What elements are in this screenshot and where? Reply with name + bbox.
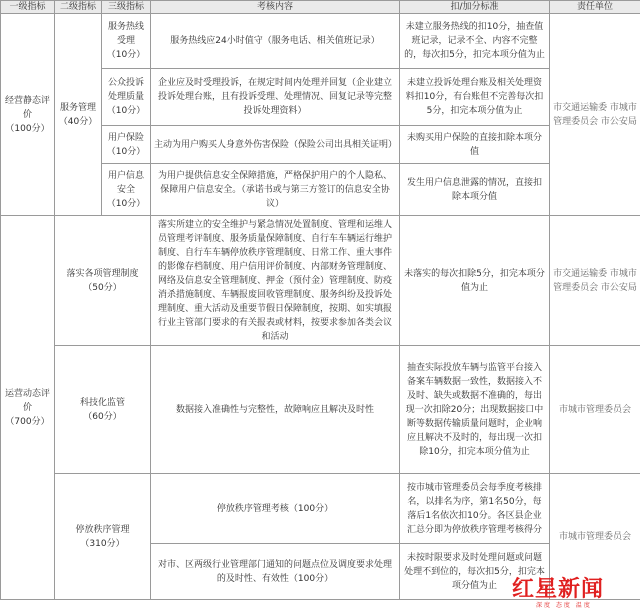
standard-cell: 按市城市管理委员会每季度考核排名，以排名为序，第1名50分，每落后1名依次扣10分。各区县企业汇总分即为停放秩序管理考核得分 <box>400 474 550 544</box>
l3-name: 用户信息安全 <box>107 170 144 195</box>
content-cell: 数据接入准确性与完整性，故障响应且解决及时性 <box>151 346 400 474</box>
content-cell: 对市、区两级行业管理部门通知的问题点位及调度要求处理的及时性、有效性（100分） <box>151 544 400 600</box>
content-cell: 停放秩序管理考核（100分） <box>151 474 400 544</box>
header-l1: 一级指标 <box>1 1 55 14</box>
header-standard: 扣/加分标准 <box>400 1 550 14</box>
l3-cell <box>102 14 151 69</box>
l3-score: （10分） <box>106 50 146 60</box>
l2-name: 服务管理 <box>59 102 96 113</box>
content-cell: 为用户提供信息安全保障措施，严格保护用户的个人隐私、保障用户信息安全。（承诺书或与第三方签订的信息安全协议） <box>151 164 400 216</box>
standard-cell: 未建立服务热线的扣10分，抽查值班记录，记录不全、内容不完整的，每次扣5分，扣完本项分值为止 <box>400 14 550 69</box>
l3-cell <box>102 126 151 164</box>
l1-name: 经营静态评价 <box>4 95 50 120</box>
l3-cell <box>102 164 151 216</box>
l3-name: 服务热线受理 <box>107 22 144 46</box>
content-cell: 企业应及时受理投诉，在规定时间内处理并回复（企业建立投诉处理台账，且有投诉受理、处理情况、回复记录等完整投诉处理资料） <box>151 69 400 126</box>
l1-dynamic-cell <box>1 216 55 600</box>
header-l2: 二级指标 <box>55 1 102 14</box>
l3-name: 公众投诉处理质量 <box>107 78 144 102</box>
l1-name: 运营动态评价 <box>4 388 50 413</box>
l2-name: 科技化监管 <box>79 397 125 408</box>
content-cell: 服务热线应24小时值守（服务电话、相关值班记录） <box>151 14 400 69</box>
l3-cell <box>102 69 151 126</box>
unit-cell: 市城市管理委员会 <box>550 346 640 474</box>
standard-cell: 未购买用户保险的直接扣除本项分值 <box>400 126 550 164</box>
l3-score: （10分） <box>106 146 146 157</box>
standard-cell: 抽查实际投放车辆与监管平台接入备案车辆数据一致性，数据接入不及时、缺失或数据不准确的，每出现一次扣除20分；出现数据接口中断等数据传输质量问题时，企业响应且解决不及时的，每出现一次扣除10分，扣完本项分值为止 <box>400 346 550 474</box>
table-row <box>1 216 640 346</box>
unit-cell: 市交通运输委 市城市管理委员会 市公安局 <box>550 216 640 346</box>
header-unit: 责任单位 <box>550 1 640 14</box>
content-cell: 落实所建立的安全维护与紧急情况处置制度、管理和运维人员管理考评制度、服务质量保障制度、自行车车辆运行维护制度、自行车车辆停放秩序管理制度、日常工作、重大事件的影像存档制度、用户信用评价制度、内部财务管理制度、网络及信息安全管理制度、押金（预付金）管理制度、防疫消杀措施制度、车辆报废回收管理制度、服务纠纷及投诉处理制度、重大活动及重要节假日保障制度，按期、如实填报行业主管部门要求的有关报表或材料，按要求参加各类会议和活动 <box>151 216 400 346</box>
watermark-slogan: 深度 态度 温度 <box>536 602 592 609</box>
watermark-logo-text: 红星新闻 <box>512 576 605 602</box>
l2-tech-cell <box>55 346 151 474</box>
standard-cell: 未按时限要求及时处理问题或问题处理不到位的，每次扣5分，扣完本项分值为止 <box>400 544 550 600</box>
l3-name: 用户保险 <box>107 132 144 143</box>
standard-cell: 未建立投诉处理台账及相关处理资料扣10分，有台账但不完善每次扣5分，扣完本项分值为止 <box>400 69 550 126</box>
l2-system-cell <box>55 216 151 346</box>
unit-cell: 市交通运输委 市城市管理委员会 市公安局 <box>550 14 640 216</box>
table-row <box>1 474 640 544</box>
standard-cell: 发生用户信息泄露的情况，直接扣除本项分值 <box>400 164 550 216</box>
header-row <box>1 1 640 14</box>
l2-score: （60分） <box>83 411 122 422</box>
header-content: 考核内容 <box>151 1 400 14</box>
l2-score: （50分） <box>83 282 122 293</box>
l2-name: 停放秩序管理 <box>75 524 130 535</box>
table-row <box>1 14 640 69</box>
l3-score: （10分） <box>106 198 146 209</box>
header-l3: 三级指标 <box>102 1 151 14</box>
l2-parking-cell <box>55 474 151 600</box>
l3-score: （10分） <box>106 106 146 116</box>
unit-cell: 市城市管理委员会 <box>550 474 640 600</box>
l2-service-cell <box>55 14 102 216</box>
l2-score: （40分） <box>58 116 98 127</box>
table-row <box>1 346 640 474</box>
watermark-logo <box>512 572 632 608</box>
content-cell: 主动为用户购买人身意外伤害保险（保险公司出具相关证明） <box>151 126 400 164</box>
l1-score: （700分） <box>5 416 50 427</box>
l2-score: （310分） <box>80 538 125 549</box>
l2-name: 落实各项管理制度 <box>66 268 139 279</box>
l1-score: （100分） <box>5 123 50 134</box>
standard-cell: 未落实的每次扣除5分，扣完本项分值为止 <box>400 216 550 346</box>
l1-static-cell <box>1 14 55 216</box>
